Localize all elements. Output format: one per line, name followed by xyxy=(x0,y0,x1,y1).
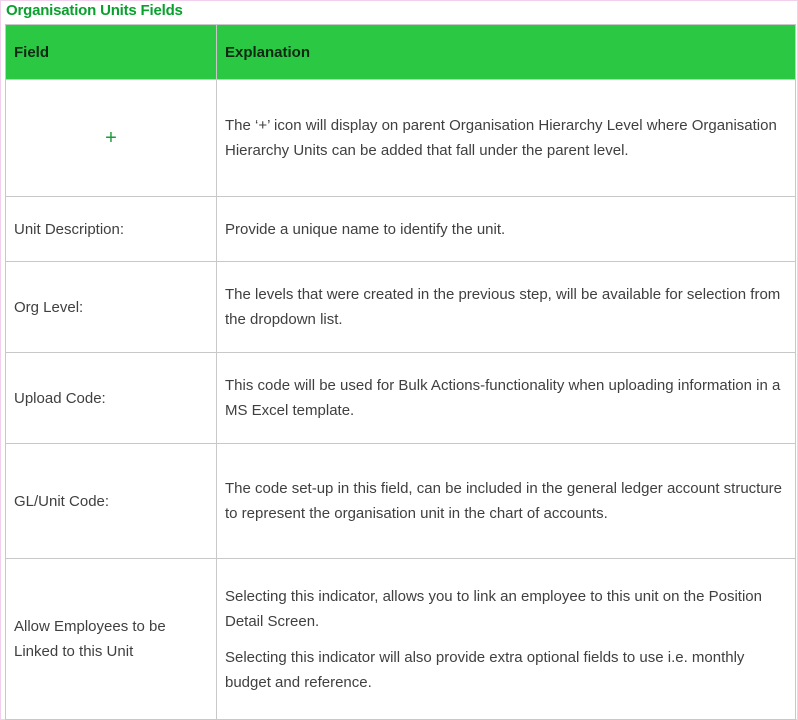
header-field: Field xyxy=(6,25,217,80)
explanation-cell: The code set-up in this field, can be included in the general ledger account structure to represent the organisation unit in the chart of accounts. xyxy=(217,444,796,559)
field-cell: Upload Code: xyxy=(6,353,217,444)
explanation-cell: Provide a unique name to identify the unit. xyxy=(217,197,796,262)
fields-table xyxy=(5,24,796,720)
table-header-row xyxy=(6,25,796,80)
field-cell: Org Level: xyxy=(6,262,217,353)
field-cell: GL/Unit Code: xyxy=(6,444,217,559)
table-row xyxy=(6,353,796,444)
explanation-cell: The ‘+’ icon will display on parent Organisation Hierarchy Level where Organisation Hierarchy Units can be added that fall under the parent level. xyxy=(217,80,796,197)
field-cell: Allow Employees to be Linked to this Unit xyxy=(6,559,217,720)
explanation-cell: The levels that were created in the previous step, will be available for selection from the dropdown list. xyxy=(217,262,796,353)
header-explanation: Explanation xyxy=(217,25,796,80)
plus-icon: + xyxy=(6,80,217,197)
table-row xyxy=(6,197,796,262)
table-row xyxy=(6,80,796,197)
table-row xyxy=(6,262,796,353)
explanation-cell: This code will be used for Bulk Actions-functionality when uploading information in a MS Excel template. xyxy=(217,353,796,444)
table-row xyxy=(6,559,796,720)
table-row xyxy=(6,444,796,559)
section-title: Organisation Units Fields xyxy=(6,2,183,19)
field-cell: Unit Description: xyxy=(6,197,217,262)
explanation-cell: Selecting this indicator, allows you to link an employee to this unit on the Position Detail Screen. Selecting this indicator will also provide extra optional fields to use i.e. monthly budget and reference. xyxy=(217,559,796,720)
